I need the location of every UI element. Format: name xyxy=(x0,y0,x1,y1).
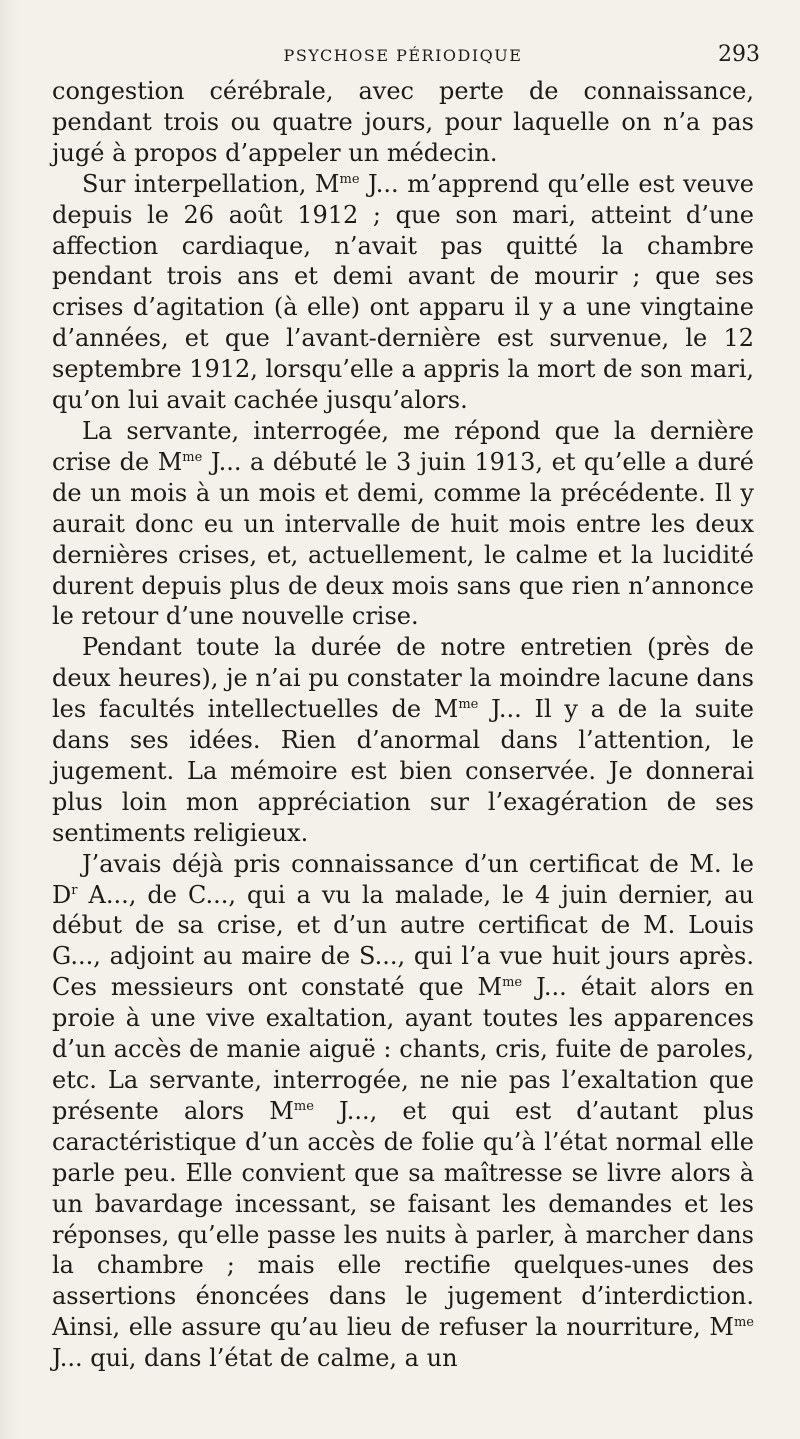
paragraph-4 xyxy=(52,632,754,848)
paragraph-3 xyxy=(52,416,754,632)
superscript: me xyxy=(339,171,360,187)
text-run: congestion cérébrale, avec perte de connaissance, pendant trois ou quatre jours, pour laquelle on n’a pas jugé à propos d’appeler un médecin. xyxy=(52,77,754,167)
superscript: me xyxy=(182,449,203,465)
text-run: A..., de C..., qui a vu la malade, le 4 juin dernier, au début de sa crise, et d’un autre certificat de M. Louis G..., adjoint au maire de S..., qui l’a vue huit jours après. Ces messieurs ont constaté que M xyxy=(52,880,754,1002)
text-run: J... m’apprend qu’elle est veuve depuis le 26 août 1912 ; que son mari, atteint d’une affection cardiaque, n’avait pas quitté la chambre pendant trois ans et demi avant de mourir ; que ses crises d’agitation (à elle) ont apparu il y a une vingtaine d’années, et que l’avant-dernière est survenue, le 12 septembre 1912, lorsqu’elle a appris la mort de son mari, qu’on lui avait cachée jusqu’alors. xyxy=(52,169,754,415)
text-run: J... était alors en proie à une vive exaltation, ayant toutes les apparences d’un accès de manie aiguë : chants, cris, fuite de paroles, etc. La servante, interrogée, ne nie pas l’exaltation que présente alors M xyxy=(52,973,754,1125)
text-run: La servante, interrogée, me répond que la dernière crise de M xyxy=(52,416,754,476)
body-text xyxy=(52,76,754,1374)
superscript: r xyxy=(71,882,78,898)
text-run: J’avais déjà pris connaissance d’un certificat de M. le D xyxy=(52,849,754,909)
paragraph-2 xyxy=(52,169,754,416)
page-number: 293 xyxy=(718,42,760,67)
running-title: PSYCHOSE PÉRIODIQUE xyxy=(283,46,523,65)
text-run: Sur interpellation, M xyxy=(82,169,340,198)
text-run: J... qui, dans l’état de calme, a un xyxy=(52,1344,458,1373)
superscript: me xyxy=(502,975,523,991)
text-run: J... a débuté le 3 juin 1913, et qu’elle a duré de un mois à un mois et demi, comme la précédente. Il y aurait donc eu un intervalle de huit mois entre les deux dernières crises, et, actuellement, le calme et la lucidité durent depuis plus de deux mois sans que rien n’annonce le retour d’une nouvelle crise. xyxy=(52,447,754,631)
paragraph-1 xyxy=(52,76,754,169)
superscript: me xyxy=(293,1098,314,1114)
running-header xyxy=(52,32,760,76)
text-run: Pendant toute la durée de notre entretien (près de deux heures), je n’ai pu constater la moindre lacune dans les facultés intellectuelles de M xyxy=(52,633,754,724)
superscript: me xyxy=(733,1315,754,1331)
text-run: J... Il y a de la suite dans ses idées. Rien d’anormal dans l’attention, le jugement. La mémoire est bien conservée. Je donnerai plus loin mon appréciation sur l’exagération de ses sentiments religieux. xyxy=(52,695,754,847)
superscript: me xyxy=(458,697,479,713)
paragraph-5 xyxy=(52,849,754,1374)
text-run: J..., et qui est d’autant plus caractéristique d’un accès de folie qu’à l’état normal elle parle peu. Elle convient que sa maîtresse se livre alors à un bavardage incessant, se faisant les demandes et les réponses, qu’elle passe les nuits à parler, à marcher dans la chambre ; mais elle rectifie quelques-unes des assertions énoncées dans le jugement d’interdiction. Ainsi, elle assure qu’au lieu de refuser la nourriture, M xyxy=(52,1096,754,1342)
